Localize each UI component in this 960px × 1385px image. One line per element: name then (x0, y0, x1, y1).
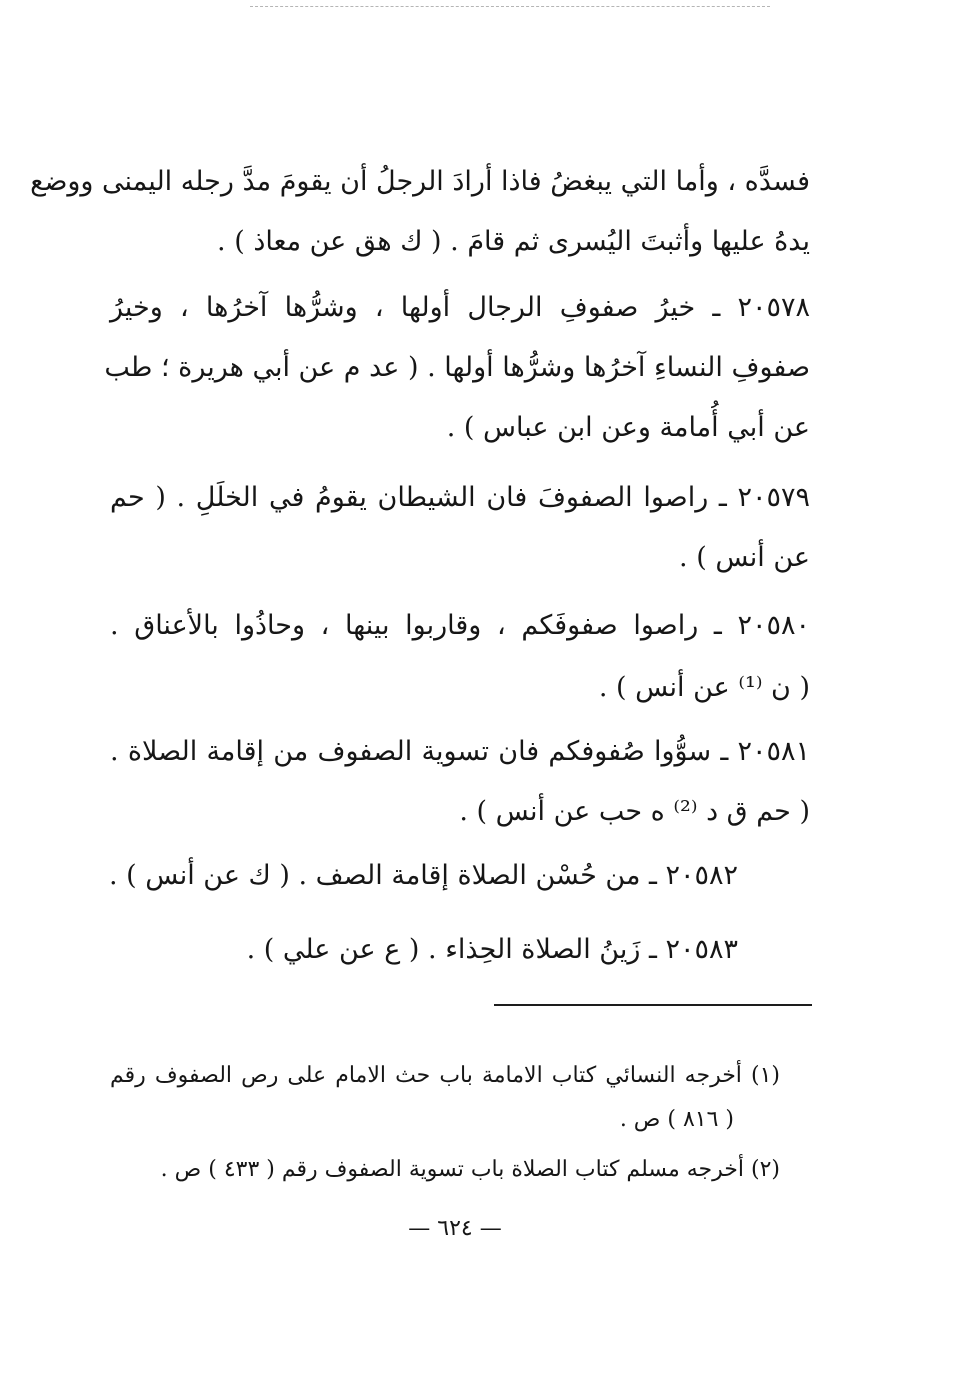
footnote-2: (٢) أخرجه مسلم كتاب الصلاة باب تسوية الصفوف رقم ( ٤٣٣ ) ص . (160, 1157, 780, 1182)
hadith-20580-line-1: ٢٠٥٨٠ ـ راصوا صفوفَكم ، وقاربوا بينها ، وحاذُوا بالأعناق . (110, 610, 810, 641)
hadith-20583-line: ٢٠٥٨٣ ـ زَينُ الصلاة الحِذاء . ( ع عن علي ) . (246, 934, 738, 965)
hadith-20579-line-2: عن أنس ) . (679, 542, 810, 573)
top-border-rule (250, 6, 770, 7)
hadith-20578-line-2: صفوفِ النساءِ آخرُها وشرُّها أولها . ( عد م عن أبي هريرة ؛ طب (104, 352, 810, 383)
hadith-20579-line-1: ٢٠٥٧٩ ـ راصوا الصفوفَ فان الشيطان يقومُ في الخلَلِ . ( حم (110, 482, 810, 513)
hadith-20582-line: ٢٠٥٨٢ ـ من حُسْن الصلاة إقامة الصف . ( ك عن أنس ) . (109, 860, 738, 891)
text-line-2: يدهُ عليها وأثبتَ اليُسرى ثم قامَ . ( ك هق عن معاذ ) . (217, 226, 810, 257)
hadith-20581-line-2: ( حم ق د ⁽²⁾ ه حب عن أنس ) . (459, 796, 810, 827)
footnote-separator (494, 1004, 812, 1006)
hadith-20578-line-1: ٢٠٥٧٨ ـ خيرُ صفوفِ الرجال أولها ، وشرُّها آخرُها ، وخيرُ (110, 292, 810, 323)
hadith-20578-line-3: عن أبي أُمامة وعن ابن عباس ) . (446, 412, 810, 443)
hadith-20580-line-2: ( ن ⁽¹⁾ عن أنس ) . (598, 672, 810, 703)
hadith-20581-line-1: ٢٠٥٨١ ـ سوُّوا صُفوفكم فان تسوية الصفوف من إقامة الصلاة . (110, 736, 810, 767)
footnote-1-line-2: ( ٨١٦ ) ص . (619, 1107, 734, 1132)
page-number: — ٦٢٤ — (408, 1216, 502, 1241)
footnote-1-line-1: (١) أخرجه النسائي كتاب الامامة باب حث الامام على رص الصفوف رقم (110, 1063, 780, 1088)
text-line-1: فسدَّه ، وأما التي يبغضُ فاذا أرادَ الرجلُ أن يقومَ مدَّ رجله اليمنى ووضع (30, 166, 810, 197)
